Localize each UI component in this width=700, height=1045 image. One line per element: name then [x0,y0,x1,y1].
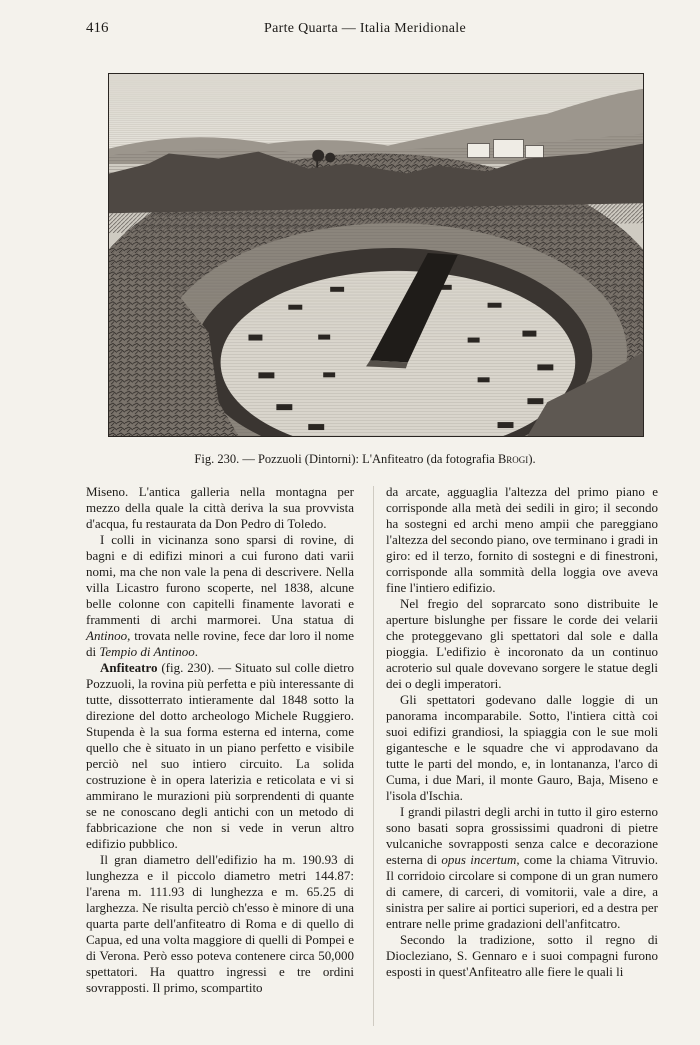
page-number: 416 [86,20,109,36]
paragraph [86,660,354,852]
left-column [86,484,354,996]
italic-text: Tempio di Antinoo [99,644,195,659]
section-heading: Anfiteatro [100,660,158,675]
italic-text: opus incertum [441,852,517,867]
text: I grandi pilastri degli archi in tutto il giro esterno sono basati sopra grossissimi quadroni di pietre vulcaniche sovrapposti senza calce e decorazione esterna di [386,804,658,867]
caption-end: ). [528,452,536,466]
paragraph: Il gran diametro dell'edifizio ha m. 190.93 di lunghezza e il piccolo diametro metri 144.87: l'arena m. 111.93 di lunghezza e m. 65.25 di larghezza. Ne risulta perciò ch'esso è minore di una quarta parte dell'anfiteatro di Roma e di quello di Capua, ed una volta maggiore di quelli di Pompei e di Verona. Però esso poteva contenere circa 50,000 spettatori. Ha quattro ingressi e tre ordini sovrapposti. Il primo, scompartito [86,852,354,995]
text: , come la chiama Vitruvio. Il corridoio circolare si compone di un gran numero di camere, di carceri, di vomitorii, vale a dire, a sinistra per salire ai portici superiori, ed a destra per entrare nelle prime gradazioni dell'anfitcatro. [386,852,658,931]
text: . [194,644,198,659]
paragraph [386,804,658,932]
paragraph: Gli spettatori godevano dalle loggie di un panorama incomparabile. Sotto, l'intiera città coi suoi edifizi grandiosi, la spiaggia con le sue moli gigantesche e le squadre che vi approdavano da tutte le parti del mondo, e, in lontananza, l'arco di Cuma, i due Mari, il monte Gauro, Baja, Miseno e l'isola d'Ischia. [386,692,658,803]
caption-text: Fig. 230. — Pozzuoli (Dintorni): L'Anfiteatro (da fotografia [194,452,498,466]
text: , trovata nelle rovine, fece dar loro il nome di [86,628,354,659]
text: (fig. 230). — Situato sul colle dietro Pozzuoli, la rovina più perfetta e più interessante di tutte, dissotterrato intieramente dal 1848 sotto la direzione del dotto archeologo Michele Ruggiero. Stupenda è la sua forma esterna ed interna, come quello che è situato in un piano perfetto e visibile perciò nel suo intiero circuito. La solida costruzione è in opera laterizia e reticolata e vi si ammirano le murazioni più sorprendenti di quante se ne conoscano degli antichi con un metodo di fabbricazione che non si vede in verun altro edifizio pubblico. [86,660,354,851]
running-title: Parte Quarta — Italia Meridionale [264,21,466,36]
text: I colli in vicinanza sono sparsi di rovine, di bagni e di edifizi minori a cui furono dati varii nomi, ma che non vale la pena di descrivere. Nella villa Licastro furono scoperte, nel 1838, alcune belle colonne con capitelli finamente lavorati e frammenti di archi marmorei. Una statua di [86,532,354,627]
page-header [86,18,644,40]
amphitheatre-engraving [108,73,644,437]
paragraph: da arcate, agguaglia l'altezza del primo piano e corrisponde alla metà dei sedili in giro; il secondo ha sostegni ed archi meno ampii che pareggiano l'altezza del secondo piano, ove terminano i gradi in giro: ed il terzo, fornito di sostegni e di finestroni, corrisponde alla sommità della loggia ove aveva fine l'intiero edifizio. [386,484,658,595]
amphitheatre-illustration [109,74,643,436]
column-divider [373,486,374,1026]
italic-text: Antinoo [86,628,128,643]
paragraph [86,532,354,660]
caption-credit: Brogi [497,452,529,466]
paragraph: Secondo la tradizione, sotto il regno di Diocleziano, S. Gennaro e i suoi compagni furono esposti in quest'Anfiteatro alle fiere le quali li [386,932,658,979]
figure-caption [86,452,644,467]
paragraph: Nel fregio del soprarcato sono distribuite le aperture bislunghe per fissare le corde dei velarii che proteggevano gli spettatori dal sole e dalla pioggia. L'edifizio è incoronato da un continuo acroterio sul quale dovevano sorgere le statue degli dei o degli imperatori. [386,596,658,691]
paragraph: Miseno. L'antica galleria nella montagna per mezzo della quale la città deriva la sua provvista d'acqua, fu restaurata da Don Pedro di Toledo. [86,484,354,531]
right-column [386,484,658,980]
